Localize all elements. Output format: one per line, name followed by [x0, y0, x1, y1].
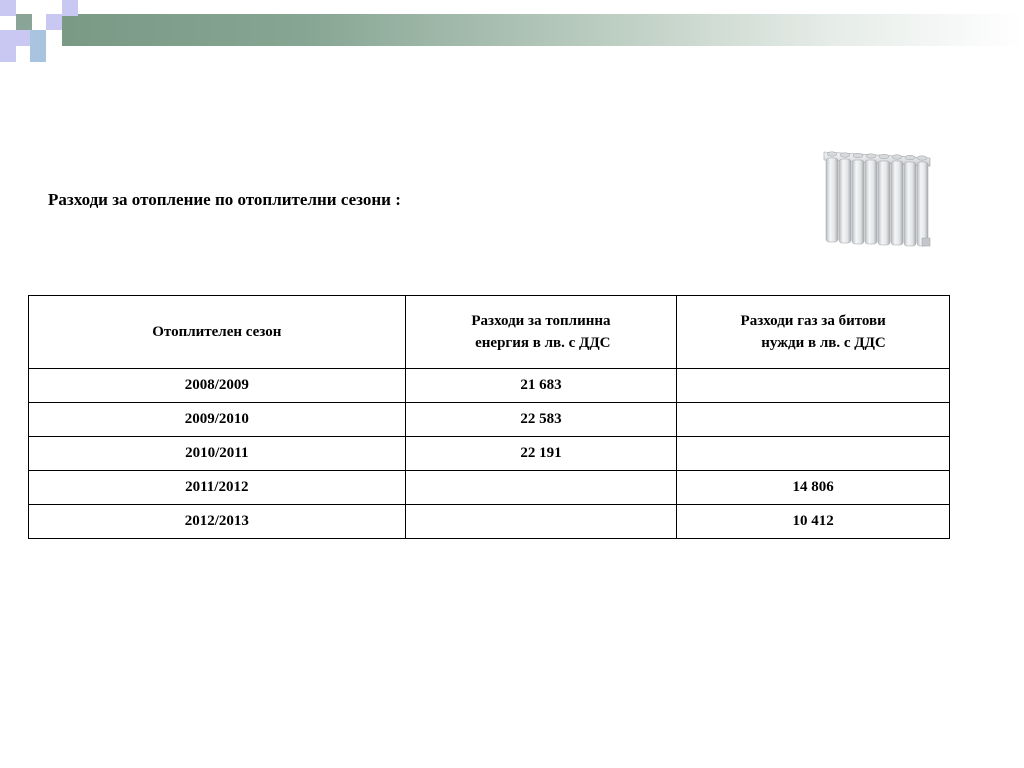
cell-heat — [405, 471, 677, 505]
deco-square — [46, 14, 62, 30]
cell-gas — [677, 403, 950, 437]
cell-heat: 22 191 — [405, 437, 677, 471]
deco-square — [62, 0, 78, 16]
cell-gas — [677, 437, 950, 471]
heating-costs-table — [28, 295, 950, 539]
header-heat-line-1: Разходи за топлинна — [471, 313, 611, 329]
table-row — [29, 369, 950, 403]
header-gas-line-1: Разходи газ за битови — [740, 313, 886, 329]
header-gas-costs — [677, 296, 950, 369]
cell-gas — [677, 369, 950, 403]
table-header-row — [29, 296, 950, 369]
cell-season: 2011/2012 — [29, 471, 406, 505]
deco-square — [30, 46, 46, 62]
deco-square — [0, 0, 16, 16]
header-heat-costs — [405, 296, 677, 369]
table-row — [29, 505, 950, 539]
deco-square — [0, 30, 16, 46]
table-row — [29, 471, 950, 505]
cell-gas: 14 806 — [677, 471, 950, 505]
cell-season: 2008/2009 — [29, 369, 406, 403]
header-season: Отоплителен сезон — [29, 296, 406, 369]
deco-square — [0, 46, 16, 62]
cell-season: 2009/2010 — [29, 403, 406, 437]
deco-square — [30, 30, 46, 46]
deco-square — [16, 14, 32, 30]
cell-season: 2012/2013 — [29, 505, 406, 539]
cell-season: 2010/2011 — [29, 437, 406, 471]
table-row — [29, 437, 950, 471]
radiator-icon — [818, 142, 936, 260]
top-decorative-bar — [62, 14, 1024, 46]
cell-heat: 21 683 — [405, 369, 677, 403]
header-heat-line-2: енергия в лв. с ДДС — [475, 335, 611, 351]
page-title: Разходи за отопление по отоплителни сезони : — [48, 190, 401, 209]
cell-heat — [405, 505, 677, 539]
cell-gas: 10 412 — [677, 505, 950, 539]
table-row — [29, 403, 950, 437]
header-gas-line-2: нужди в лв. с ДДС — [761, 335, 886, 351]
cell-heat: 22 583 — [405, 403, 677, 437]
